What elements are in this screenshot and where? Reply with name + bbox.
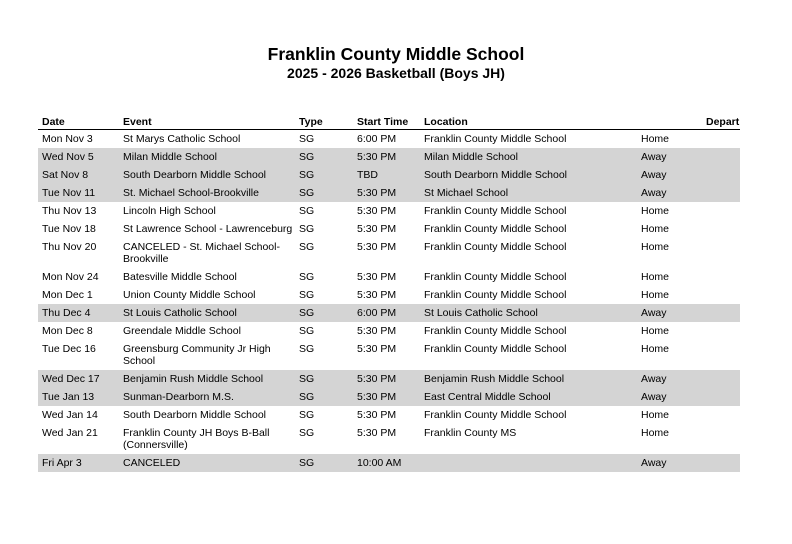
cell-home-away: Home [637, 406, 702, 424]
cell-depart [702, 388, 740, 406]
cell-depart [702, 370, 740, 388]
cell-start-time: 5:30 PM [353, 184, 420, 202]
table-row [38, 286, 740, 304]
cell-event: Sunman-Dearborn M.S. [119, 388, 295, 406]
cell-event: CANCELED - St. Michael School-Brookville [119, 238, 295, 268]
cell-event: Milan Middle School [119, 148, 295, 166]
cell-date: Mon Nov 24 [38, 268, 119, 286]
cell-event: Franklin County JH Boys B-Ball (Connersville) [119, 424, 295, 454]
cell-depart [702, 454, 740, 472]
cell-type: SG [295, 238, 353, 268]
header-location: Location [420, 114, 637, 130]
cell-depart [702, 238, 740, 268]
cell-depart [702, 304, 740, 322]
cell-location: Franklin County Middle School [420, 406, 637, 424]
cell-event: Greensburg Community Jr High School [119, 340, 295, 370]
cell-location: Franklin County MS [420, 424, 637, 454]
cell-home-away: Away [637, 454, 702, 472]
cell-location: Franklin County Middle School [420, 130, 637, 149]
cell-date: Fri Apr 3 [38, 454, 119, 472]
cell-type: SG [295, 370, 353, 388]
page-title: Franklin County Middle School [267, 44, 525, 64]
cell-type: SG [295, 322, 353, 340]
table-row [38, 220, 740, 238]
cell-start-time: 5:30 PM [353, 340, 420, 370]
table-row [38, 322, 740, 340]
table-row [38, 454, 740, 472]
table-header-row [38, 114, 740, 130]
cell-location: Franklin County Middle School [420, 238, 637, 268]
cell-start-time: 5:30 PM [353, 148, 420, 166]
cell-start-time: 5:30 PM [353, 406, 420, 424]
cell-home-away: Home [637, 322, 702, 340]
cell-start-time: 5:30 PM [353, 202, 420, 220]
table-row [38, 424, 740, 454]
cell-event: Batesville Middle School [119, 268, 295, 286]
cell-type: SG [295, 286, 353, 304]
header-home-away [637, 114, 702, 130]
cell-type: SG [295, 184, 353, 202]
cell-home-away: Home [637, 268, 702, 286]
cell-date: Thu Nov 20 [38, 238, 119, 268]
cell-date: Mon Nov 3 [38, 130, 119, 149]
cell-type: SG [295, 406, 353, 424]
header-type: Type [295, 114, 353, 130]
cell-type: SG [295, 166, 353, 184]
cell-start-time: 5:30 PM [353, 388, 420, 406]
cell-start-time: 5:30 PM [353, 268, 420, 286]
cell-type: SG [295, 268, 353, 286]
header-depart: Depart [702, 114, 740, 130]
cell-event: South Dearborn Middle School [119, 406, 295, 424]
cell-event: South Dearborn Middle School [119, 166, 295, 184]
cell-start-time: 5:30 PM [353, 238, 420, 268]
page-subtitle: 2025 - 2026 Basketball (Boys JH) [287, 65, 505, 81]
cell-date: Thu Dec 4 [38, 304, 119, 322]
cell-home-away: Away [637, 370, 702, 388]
cell-start-time: 6:00 PM [353, 130, 420, 149]
table-row [38, 148, 740, 166]
cell-date: Wed Jan 14 [38, 406, 119, 424]
cell-event: Union County Middle School [119, 286, 295, 304]
cell-location: St Louis Catholic School [420, 304, 637, 322]
cell-home-away: Home [637, 130, 702, 149]
cell-start-time: 5:30 PM [353, 424, 420, 454]
table-row [38, 406, 740, 424]
cell-home-away: Home [637, 340, 702, 370]
cell-depart [702, 184, 740, 202]
table-row [38, 340, 740, 370]
cell-start-time: 10:00 AM [353, 454, 420, 472]
cell-type: SG [295, 304, 353, 322]
cell-location: Franklin County Middle School [420, 340, 637, 370]
cell-depart [702, 148, 740, 166]
cell-location: Benjamin Rush Middle School [420, 370, 637, 388]
cell-start-time: 5:30 PM [353, 286, 420, 304]
cell-home-away: Home [637, 424, 702, 454]
cell-date: Wed Dec 17 [38, 370, 119, 388]
cell-home-away: Home [637, 220, 702, 238]
cell-event: Lincoln High School [119, 202, 295, 220]
table-row [38, 130, 740, 149]
cell-date: Tue Dec 16 [38, 340, 119, 370]
cell-date: Tue Nov 11 [38, 184, 119, 202]
cell-start-time: 5:30 PM [353, 220, 420, 238]
header-start-time: Start Time [353, 114, 420, 130]
table-row [38, 370, 740, 388]
cell-event: St Marys Catholic School [119, 130, 295, 149]
cell-date: Thu Nov 13 [38, 202, 119, 220]
cell-start-time: 6:00 PM [353, 304, 420, 322]
cell-home-away: Home [637, 202, 702, 220]
cell-location: St Michael School [420, 184, 637, 202]
cell-type: SG [295, 130, 353, 149]
cell-type: SG [295, 340, 353, 370]
cell-depart [702, 424, 740, 454]
table-row [38, 202, 740, 220]
cell-type: SG [295, 220, 353, 238]
cell-depart [702, 406, 740, 424]
cell-location: Milan Middle School [420, 148, 637, 166]
cell-date: Tue Jan 13 [38, 388, 119, 406]
cell-location: South Dearborn Middle School [420, 166, 637, 184]
cell-type: SG [295, 454, 353, 472]
table-row [38, 184, 740, 202]
header-event: Event [119, 114, 295, 130]
cell-home-away: Away [637, 166, 702, 184]
cell-start-time: 5:30 PM [353, 322, 420, 340]
cell-depart [702, 286, 740, 304]
cell-location: Franklin County Middle School [420, 286, 637, 304]
cell-event: CANCELED [119, 454, 295, 472]
cell-date: Sat Nov 8 [38, 166, 119, 184]
cell-location: Franklin County Middle School [420, 220, 637, 238]
cell-location: Franklin County Middle School [420, 202, 637, 220]
cell-type: SG [295, 202, 353, 220]
cell-date: Tue Nov 18 [38, 220, 119, 238]
schedule-rows [38, 130, 740, 473]
cell-home-away: Home [637, 286, 702, 304]
cell-start-time: 5:30 PM [353, 370, 420, 388]
cell-event: St Lawrence School - Lawrenceburg [119, 220, 295, 238]
cell-date: Wed Jan 21 [38, 424, 119, 454]
header-date: Date [38, 114, 119, 130]
table-row [38, 166, 740, 184]
cell-start-time: TBD [353, 166, 420, 184]
cell-home-away: Home [637, 238, 702, 268]
cell-event: St Louis Catholic School [119, 304, 295, 322]
cell-home-away: Away [637, 304, 702, 322]
cell-depart [702, 166, 740, 184]
cell-location: Franklin County Middle School [420, 268, 637, 286]
table-row [38, 304, 740, 322]
table-row [38, 238, 740, 268]
cell-depart [702, 220, 740, 238]
cell-type: SG [295, 148, 353, 166]
schedule-table [38, 114, 740, 472]
cell-home-away: Away [637, 184, 702, 202]
cell-depart [702, 268, 740, 286]
cell-date: Mon Dec 1 [38, 286, 119, 304]
cell-depart [702, 130, 740, 149]
cell-location [420, 454, 637, 472]
cell-location: East Central Middle School [420, 388, 637, 406]
table-row [38, 268, 740, 286]
cell-type: SG [295, 388, 353, 406]
cell-depart [702, 322, 740, 340]
cell-event: Benjamin Rush Middle School [119, 370, 295, 388]
cell-location: Franklin County Middle School [420, 322, 637, 340]
table-row [38, 388, 740, 406]
cell-type: SG [295, 424, 353, 454]
cell-event: St. Michael School-Brookville [119, 184, 295, 202]
cell-depart [702, 202, 740, 220]
cell-home-away: Away [637, 148, 702, 166]
cell-date: Mon Dec 8 [38, 322, 119, 340]
cell-depart [702, 340, 740, 370]
cell-event: Greendale Middle School [119, 322, 295, 340]
cell-home-away: Away [637, 388, 702, 406]
cell-date: Wed Nov 5 [38, 148, 119, 166]
